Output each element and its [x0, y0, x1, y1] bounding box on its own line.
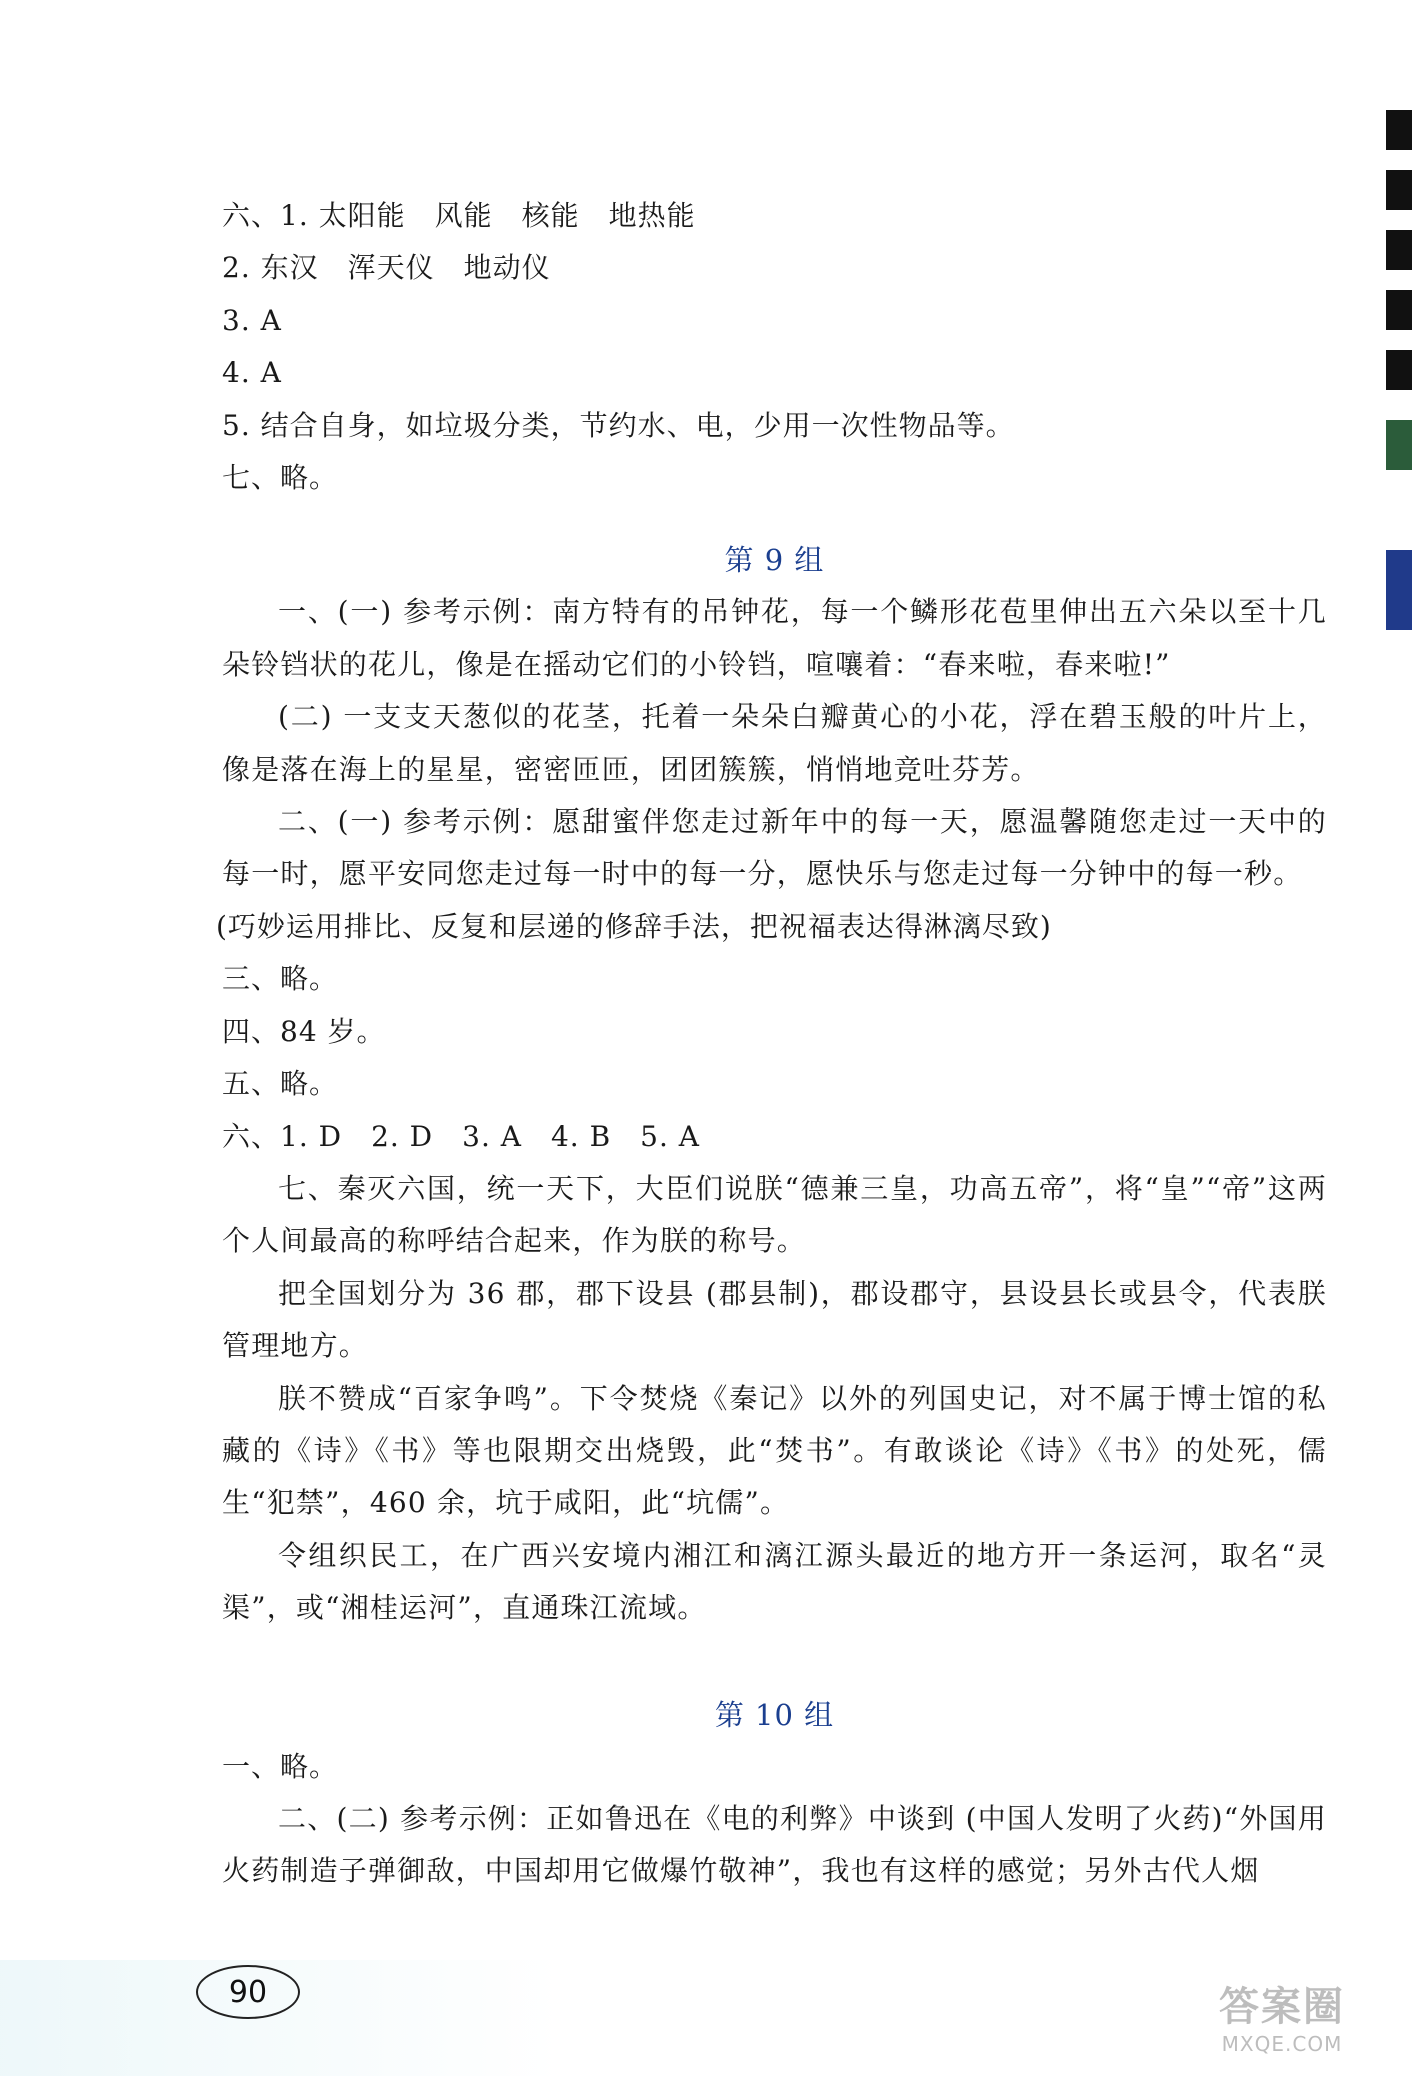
watermark-main-text: 答案圈: [1219, 1983, 1345, 2030]
answer-line: 3. A: [222, 303, 282, 337]
group-heading: 第 10 组: [714, 1697, 835, 1732]
group-heading: 第 9 组: [724, 543, 825, 578]
watermark-sub-text: MXQE.COM: [1221, 2031, 1343, 2056]
watermark-logo: [1182, 1960, 1382, 2070]
answer-line: 一、略。: [222, 1749, 339, 1783]
edge-tab: [1386, 230, 1412, 270]
answer-note: (巧妙运用排比、反复和层递的修辞手法，把祝福表达得淋漓尽致): [216, 909, 1052, 943]
answer-paragraph: 一、(一) 参考示例：南方特有的吊钟花，每一个鳞形花苞里伸出五六朵以至十几朵铃铛状的花儿，像是在摇动它们的小铃铛，喧嚷着：“春来啦，春来啦!”: [222, 595, 1327, 681]
answer-line: 5. 结合自身，如垃圾分类，节约水、电，少用一次性物品等。: [222, 408, 1015, 442]
edge-tab: [1386, 110, 1412, 150]
answer-content: [216, 190, 1327, 1898]
section-group-10: [222, 1689, 1327, 1898]
section-previous: [222, 190, 1327, 504]
answer-line: 七、略。: [222, 461, 339, 495]
answer-paragraph: 朕不赞成“百家争鸣”。下令焚烧《秦记》以外的列国史记，对不属于博士馆的私藏的《诗》《书》等也限期交出烧毁，此“焚书”。有敢谈论《诗》《书》的处死，儒生“犯禁”，460 余，坑于咸阳，此“坑儒”。: [222, 1381, 1327, 1520]
answer-line: 2. 东汉 浑天仪 地动仪: [222, 251, 551, 285]
answer-paragraph: 令组织民工，在广西兴安境内湘江和漓江源头最近的地方开一条运河，取名“灵渠”，或“湘桂运河”，直通珠江流域。: [222, 1538, 1327, 1625]
answer-line: 六、1. 太阳能 风能 核能 地热能: [222, 199, 696, 232]
edge-tab: [1386, 170, 1412, 210]
answer-paragraph: 二、(二) 参考示例：正如鲁迅在《电的利弊》中谈到 (中国人发明了火药)“外国用火药制造子弹御敌，中国却用它做爆竹敬神”，我也有这样的感觉；另外古代人烟: [222, 1801, 1327, 1888]
edge-tab: [1386, 290, 1412, 330]
answer-line: 4. A: [222, 356, 282, 390]
section-group-9: [216, 534, 1327, 1634]
answer-paragraph: 把全国划分为 36 郡，郡下设县 (郡县制)，郡设郡守，县设县长或县令，代表朕管理地方。: [222, 1276, 1327, 1363]
answer-paragraph: (二) 一支支天葱似的花茎，托着一朵朵白瓣黄心的小花，浮在碧玉般的叶片上，像是落在海上的星星，密密匝匝，团团簇簇，悄悄地竞吐芬芳。: [222, 700, 1327, 786]
edge-index-tabs: [1378, 20, 1412, 710]
answer-line: 四、84 岁。: [222, 1014, 386, 1048]
answer-line: 三、略。: [222, 962, 339, 996]
answer-line: 五、略。: [222, 1067, 339, 1101]
edge-tab: [1386, 420, 1412, 470]
page-number: 90: [196, 1965, 300, 2019]
answer-line: 六、1. D 2. D 3. A 4. B 5. A: [222, 1119, 700, 1153]
edge-tab: [1386, 550, 1412, 630]
answer-paragraph: 七、秦灭六国，统一天下，大臣们说朕“德兼三皇，功高五帝”，将“皇”“帝”这两个人间最高的称呼结合起来，作为朕的称号。: [222, 1171, 1327, 1258]
edge-tab: [1386, 350, 1412, 390]
answer-paragraph: 二、(一) 参考示例：愿甜蜜伴您走过新年中的每一天，愿温馨随您走过一天中的每一时，愿平安同您走过每一时中的每一分，愿快乐与您走过每一分钟中的每一秒。: [222, 805, 1327, 891]
